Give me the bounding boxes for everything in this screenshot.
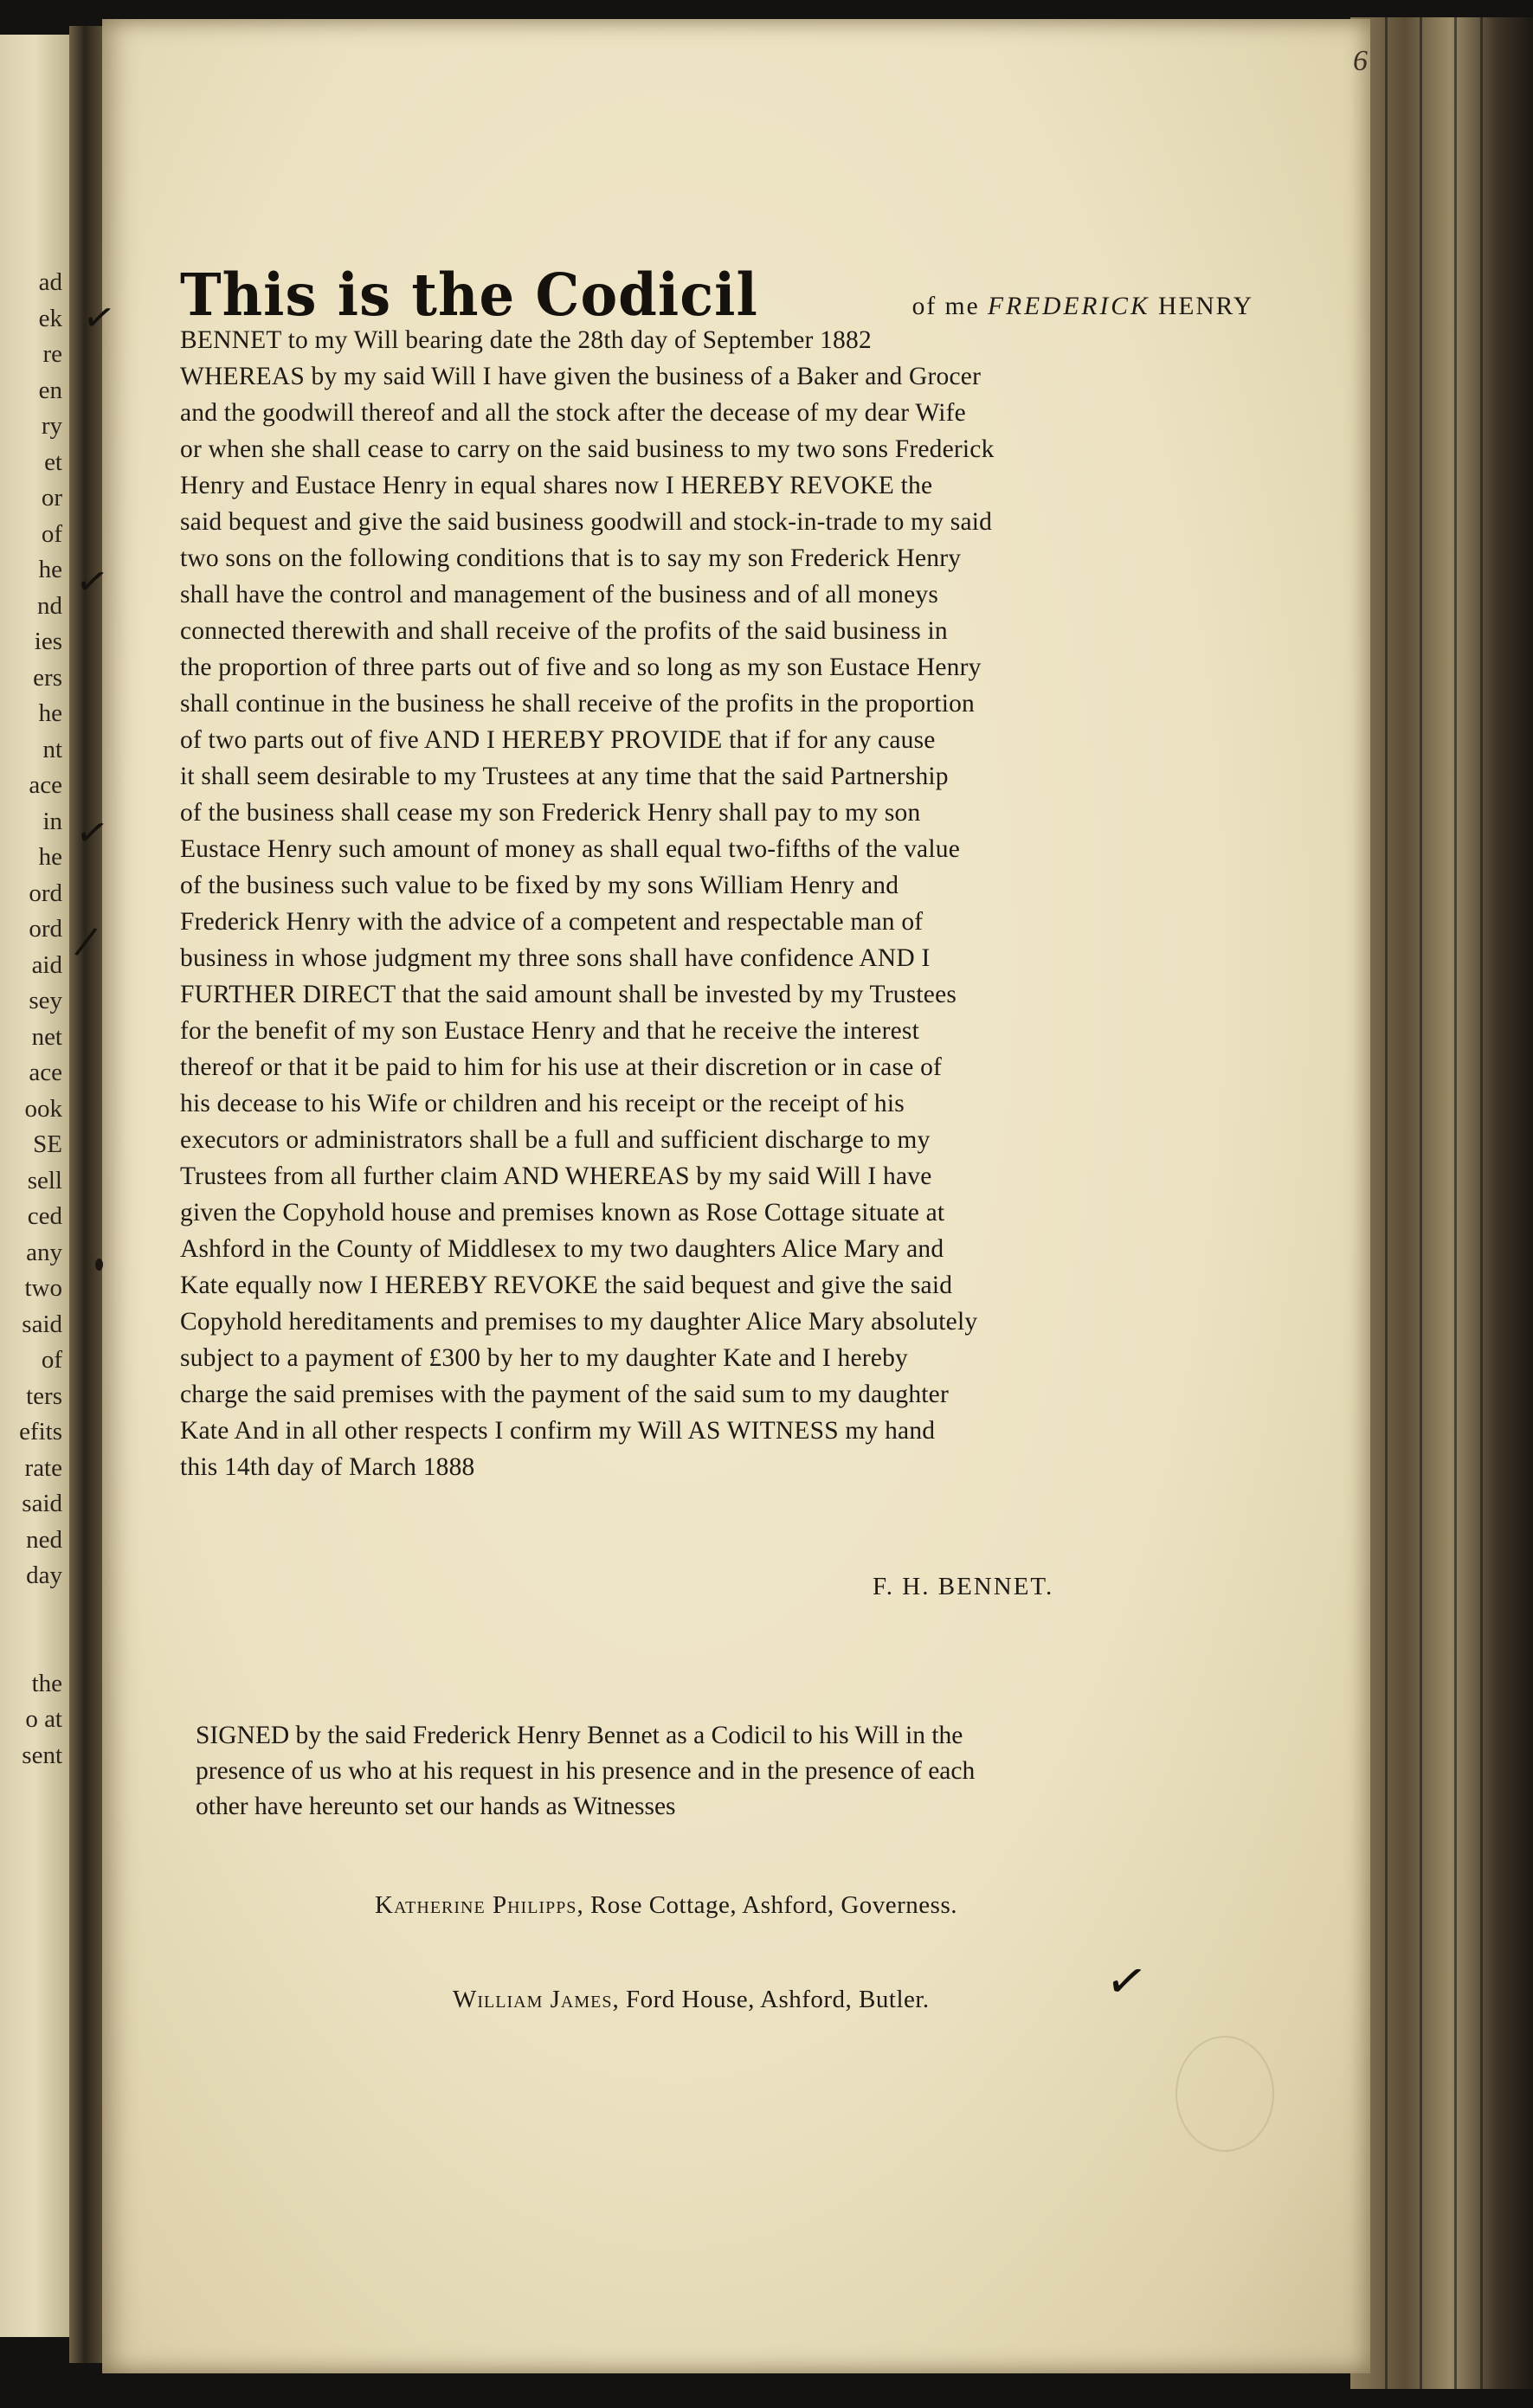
- page-stack-edge: [1350, 17, 1533, 2389]
- left-page-fragment: net: [31, 1022, 62, 1051]
- codicil-line: Ashford in the County of Middlesex to my two daughters Alice Mary and: [180, 1235, 944, 1263]
- left-page-fragment: said: [22, 1490, 62, 1517]
- codicil-line: shall continue in the business he shall receive of the profits in the proportion: [180, 690, 975, 718]
- left-page-fragment: ies: [34, 628, 62, 655]
- left-page-fragment: ad: [38, 268, 62, 296]
- left-page-fragment: en: [38, 376, 62, 404]
- codicil-line: the proportion of three parts out of five and so long as my son Eustace Henry: [180, 654, 982, 681]
- codicil-line: Eustace Henry such amount of money as shall equal two-fifths of the value: [180, 835, 960, 863]
- codicil-text-lines: [180, 322, 1253, 1485]
- codicil-line: this 14th day of March 1888: [180, 1453, 475, 1481]
- witness-name: Katherine Philipps: [375, 1891, 577, 1919]
- codicil-line: Frederick Henry with the advice of a competent and respectable man of: [180, 908, 924, 936]
- checkmark-icon: ✓: [72, 808, 113, 858]
- codicil-line: business in whose judgment my three sons shall have confidence AND I: [180, 944, 931, 972]
- codicil-title: [180, 261, 1253, 330]
- left-page-fragment: aid: [31, 950, 62, 979]
- testator-signature: F. H. BENNET.: [873, 1573, 1054, 1600]
- book-gutter: [69, 26, 104, 2363]
- witness-2: [453, 1986, 930, 2014]
- left-facing-page: [0, 35, 69, 2337]
- left-page-fragment: said: [22, 1310, 62, 1338]
- codicil-line: Kate equally now I HEREBY REVOKE the said bequest and give the said: [180, 1272, 953, 1299]
- codicil-line: subject to a payment of £300 by her to my daughter Kate and I hereby: [180, 1344, 908, 1372]
- codicil-line: of the business such value to be fixed by my sons William Henry and: [180, 872, 899, 899]
- checkmark-icon: ✓: [1101, 1950, 1152, 2013]
- left-page-fragment: ace: [29, 771, 62, 799]
- left-page-fragment: of: [41, 1346, 62, 1374]
- left-page-fragment: rate: [24, 1453, 62, 1482]
- left-page-fragment: any: [26, 1238, 62, 1266]
- left-page-fragment: of: [41, 519, 62, 548]
- ink-dot: [95, 1259, 103, 1271]
- codicil-line: Kate And in all other respects I confirm my Will AS WITNESS my hand: [180, 1417, 936, 1445]
- attestation-line: SIGNED by the said Frederick Henry Bennet as a Codicil to his Will in the: [196, 1722, 963, 1749]
- left-page-fragment: ace: [29, 1059, 62, 1086]
- attestation-line: presence of us who at his request in his presence and in the presence of each: [196, 1757, 976, 1785]
- witness-name: William James: [453, 1986, 613, 2013]
- left-page-fragment: or: [41, 484, 62, 512]
- checkmark-icon: ✓: [72, 557, 113, 607]
- codicil-line: WHEREAS by my said Will I have given the business of a Baker and Grocer: [180, 363, 982, 390]
- left-page-fragment: ook: [24, 1094, 62, 1123]
- codicil-line: executors or administrators shall be a full and sufficient discharge to my: [180, 1126, 931, 1154]
- left-page-fragment: ord: [29, 915, 62, 943]
- left-page-fragment: ned: [26, 1525, 62, 1554]
- witness-1: [375, 1891, 957, 1920]
- checkmark-icon: /: [72, 918, 100, 964]
- left-page-fragment: ek: [38, 304, 62, 332]
- left-page-fragment: o at: [25, 1705, 62, 1733]
- page-number: 6: [1353, 45, 1368, 77]
- page-stain: [1176, 2036, 1274, 2152]
- left-page-fragment: nd: [37, 591, 62, 620]
- codicil-line: connected therewith and shall receive of the profits of the said business in: [180, 617, 948, 645]
- checkmark-icon: ✓: [79, 293, 119, 343]
- left-page-fragment: the: [31, 1669, 62, 1697]
- codicil-line: Trustees from all further claim AND WHEREAS by my said Will I have: [180, 1162, 932, 1190]
- title-rest: of me FREDERICK HENRY: [911, 293, 1253, 320]
- left-page-fragment: two: [24, 1274, 62, 1302]
- left-page-fragment: nt: [42, 735, 62, 763]
- left-page-fragment: ters: [26, 1381, 62, 1410]
- codicil-line: of the business shall cease my son Frederick Henry shall pay to my son: [180, 799, 921, 827]
- left-page-fragment: efits: [19, 1418, 62, 1445]
- codicil-line: said bequest and give the said business goodwill and stock-in-trade to my said: [180, 508, 993, 536]
- left-page-fragment: ry: [41, 412, 62, 440]
- left-page-fragment: sent: [22, 1741, 62, 1769]
- codicil-line: Henry and Eustace Henry in equal shares now I HEREBY REVOKE the: [180, 472, 933, 499]
- title-blackletter: This is the Codicil: [180, 261, 758, 330]
- left-page-fragment: he: [38, 556, 62, 583]
- left-page-fragment: sey: [29, 987, 62, 1014]
- witness-details: , Rose Cottage, Ashford, Governess.: [576, 1891, 957, 1919]
- codicil-line: BENNET to my Will bearing date the 28th day of September 1882: [180, 326, 872, 354]
- left-page-fragment: ced: [27, 1202, 62, 1230]
- codicil-line: thereof or that it be paid to him for his use at their discretion or in case of: [180, 1053, 943, 1081]
- codicil-line: it shall seem desirable to my Trustees at any time that the said Partnership: [180, 763, 949, 790]
- codicil-line: for the benefit of my son Eustace Henry and that he receive the interest: [180, 1017, 919, 1045]
- codicil-line: two sons on the following conditions that is to say my son Frederick Henry: [180, 544, 962, 572]
- codicil-body: [180, 261, 1253, 1485]
- left-page-fragment: re: [42, 340, 62, 368]
- codicil-line: his decease to his Wife or children and his receipt or the receipt of his: [180, 1090, 905, 1117]
- codicil-line: or when she shall cease to carry on the said business to my two sons Frederick: [180, 435, 995, 463]
- left-page-fragment: ers: [33, 663, 62, 692]
- attestation-clause: [196, 1718, 1269, 1825]
- codicil-line: charge the said premises with the payment of the said sum to my daughter: [180, 1381, 949, 1408]
- codicil-page: [72, 19, 1370, 2373]
- left-page-fragment: et: [44, 447, 62, 476]
- codicil-line: Copyhold hereditaments and premises to my daughter Alice Mary absolutely: [180, 1308, 978, 1336]
- left-page-fragment: in: [42, 807, 62, 835]
- left-page-fragment: he: [38, 843, 62, 871]
- left-page-fragment: sell: [27, 1166, 62, 1194]
- codicil-line: given the Copyhold house and premises known as Rose Cottage situate at: [180, 1199, 945, 1227]
- witness-details: , Ford House, Ashford, Butler.: [612, 1986, 930, 2013]
- codicil-line: of two parts out of five AND I HEREBY PROVIDE that if for any cause: [180, 726, 936, 754]
- left-page-fragment: day: [26, 1561, 62, 1589]
- left-page-fragment: he: [38, 699, 62, 727]
- codicil-line: FURTHER DIRECT that the said amount shall be invested by my Trustees: [180, 981, 957, 1008]
- left-page-fragment: ord: [29, 879, 62, 907]
- codicil-line: shall have the control and management of the business and of all moneys: [180, 581, 939, 608]
- testator-first-name: FREDERICK: [988, 293, 1150, 320]
- left-page-fragment: SE: [33, 1130, 62, 1158]
- codicil-line: and the goodwill thereof and all the stock after the decease of my dear Wife: [180, 399, 966, 427]
- attestation-line: other have hereunto set our hands as Witnesses: [196, 1793, 676, 1820]
